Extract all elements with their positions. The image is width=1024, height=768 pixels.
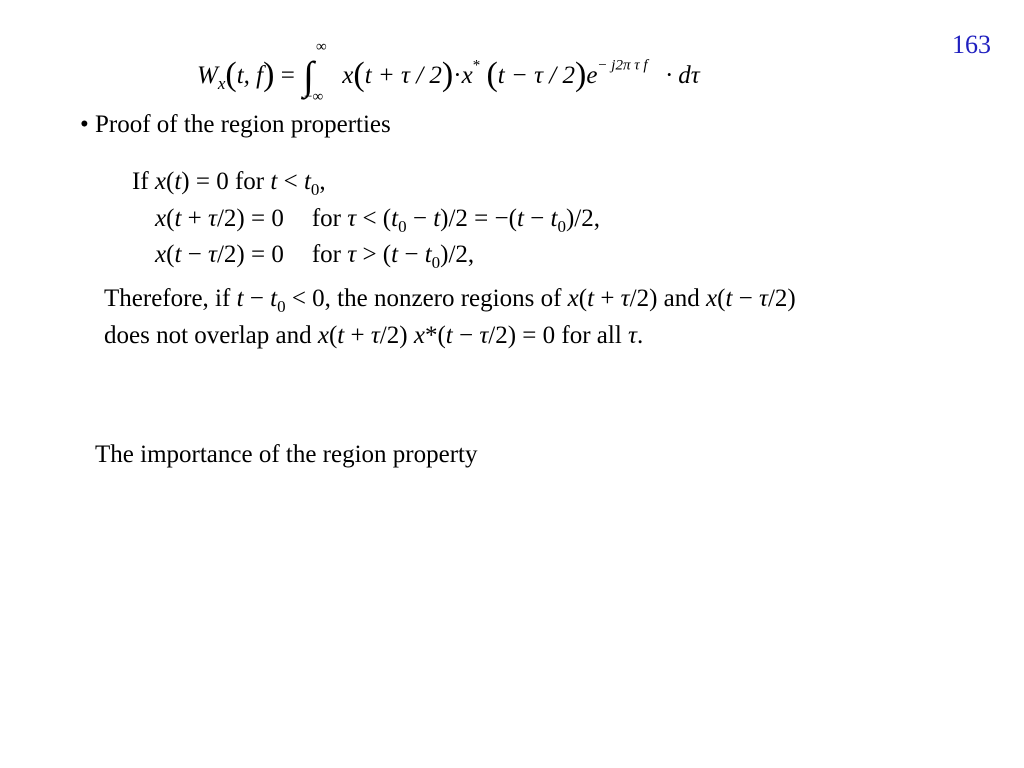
integral-sign: ∫ [303,53,315,98]
formula-dot: · [453,62,462,89]
if-line: If x(t) = 0 for $t < t_0$, [132,168,326,199]
condition-line-2: x(t − τ/2) = 0 for $\tau > (t - t_0)/2$, [155,241,475,272]
formula-exp-base: e [586,62,598,89]
formula-term1-args: t + τ / 2 [364,62,442,89]
formula-conjugate: * [472,57,481,74]
page-number: 163 [952,30,991,59]
condition-line-1: x(t + τ/2) = 0 for $\tau < (t_0 - t)/2 = -(t - t_0)/2$, [155,205,600,236]
formula-tail: · dτ [665,62,700,89]
wigner-formula: $W_x(t$, f) = ∫ ∞ −∞ x(t + τ / 2)·x* $(t - \tau / 2)e^{- j2\pi \tau f} \cdot d\tau$ [197,39,700,106]
formula-lhs: W [197,62,218,89]
bullet-heading: • Proof of the region properties [80,111,391,138]
formula-exp-power: − j2π τ f [597,57,648,74]
lower-limit: −∞ [304,89,324,106]
overlap-line: does not overlap and x(t + τ/2) x*(t − τ/2) = 0 for all τ. [104,322,644,349]
therefore-line: Therefore, if $t - t_0 < 0$, the nonzero regions of x(t + τ/2) and x(t − τ/2) [104,285,796,316]
formula-term2-args: t − τ / 2 [497,62,575,89]
upper-limit: ∞ [316,39,327,56]
formula-term2: x [461,62,473,89]
importance-heading: The importance of the region property [95,441,478,468]
formula-lhs-sub: x [217,73,226,93]
formula-equals: = [280,62,295,89]
formula-lhs-args: t, f [236,62,264,89]
formula-term1: x [342,62,354,89]
